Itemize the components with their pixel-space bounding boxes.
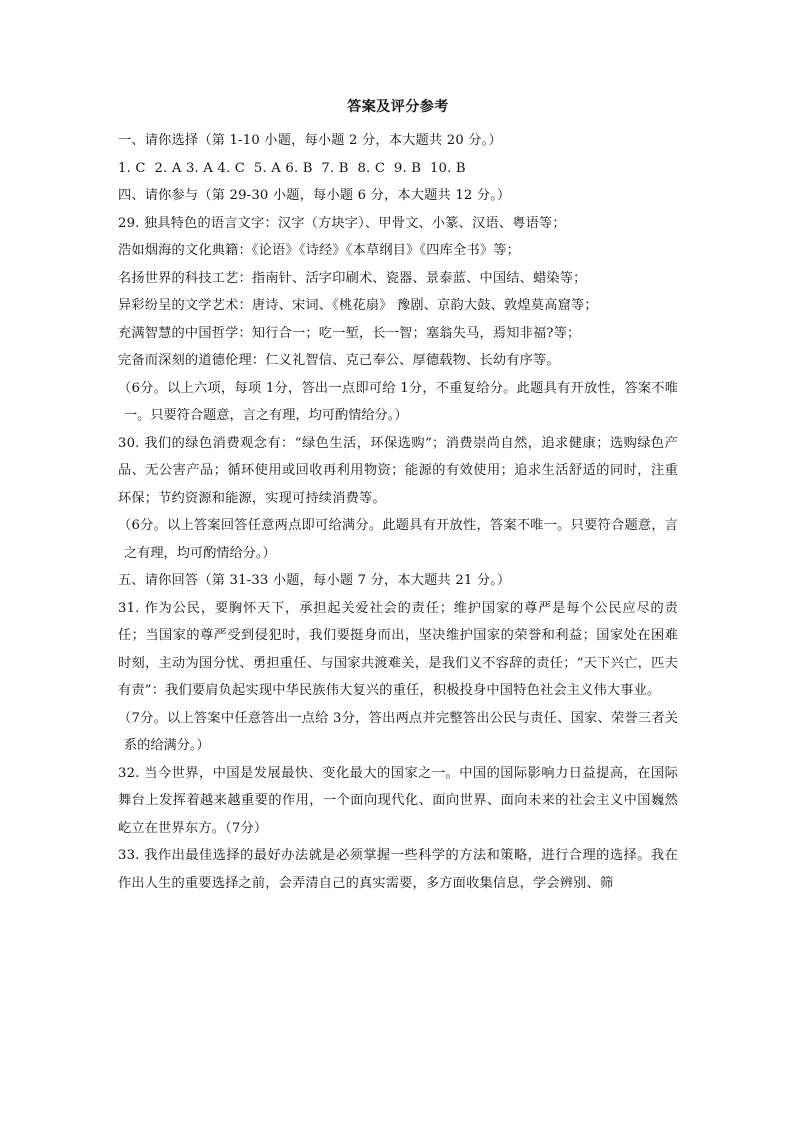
q29-item-philosophy: 充满智慧的中国哲学：知行合一；吃一堑，长一智；塞翁失马，焉知非福?等； (118, 325, 581, 341)
section-5-heading: 五、请你回答（第 31-33 小题，每小题 7 分，本大题共 21 分。） (118, 573, 511, 588)
section-4-heading: 四、请你参与（第 29-30 小题，每小题 6 分，本大题共 12 分。） (118, 188, 511, 203)
q33-answer: 33. 我作出最佳选择的最好办法就是必须掌握一些科学的方法和策略，进行合理的选择。我在作出人生的重要选择之前，会弄清自己的真实需要，多方面收集信息，学会辨别、筛 (118, 848, 678, 891)
q29-item-literature-art: 异彩纷呈的文学艺术：唐诗、宋词、《桃花扇》 豫剧、京韵大鼓、敦煌莫高窟等； (118, 298, 598, 313)
q31-answer: 31. 作为公民，要胸怀天下，承担起关爱社会的责任；维护国家的尊严是每个公民应尽的责任；当国家的尊严受到侵犯时，我们要挺身而出，坚决维护国家的荣誉和利益；国家处在困难时刻，主动为国分忧、勇担重任、与国家共渡难关，是我们义不容辞的责任；“天下兴亡，匹夫有责”：我们要肩负起实现中华民族伟大复兴的重任，积极投身中国特色社会主义伟大事业。 (118, 600, 678, 698)
section-1-heading: 一、请你选择（第 1-10 小题，每小题 2 分，本大题共 20 分。） (118, 133, 502, 148)
section-1-answers: 1. C 2. A 3. A 4. C 5. A 6. B 7. B 8. C 9. B 10. B (118, 160, 466, 176)
page-title: 答案及评分参考 (347, 99, 449, 115)
q29-item-language: 29. 独具特色的语言文字：汉字（方块字）、甲骨文、小篆、汉语、粤语等； (118, 215, 566, 231)
q32-answer: 32. 当今世界，中国是发展最快、变化最大的国家之一。中国的国际影响力日益提高，在国际舞台上发挥着越来越重要的作用，一个面向现代化、面向世界、面向未来的社会主义中国巍然屹立在世界东方。（7分） (118, 765, 678, 836)
q29-scoring-note: （6分。以上六项，每项 1分，答出一点即可给 1分，不重复给分。此题具有开放性，答案不唯一。只要符合题意，言之有理，均可酌情给分。） (118, 380, 678, 423)
q31-scoring-note: （7分。以上答案中任意答出一点给 3分，答出两点并完整答出公民与责任、国家、荣誉三者关系的给满分。） (118, 710, 678, 753)
q30-scoring-note: （6分。以上答案回答任意两点即可给满分。此题具有开放性，答案不唯一。只要符合题意，言之有理，均可酌情给分。） (118, 518, 678, 561)
q29-item-ethics: 完备而深刻的道德伦理：仁义礼智信、克己奉公、厚德载物、长幼有序等。 (118, 353, 560, 368)
q30-answer: 30. 我们的绿色消费观念有：“绿色生活，环保选购”；消费崇尚自然，追求健康；选购绿色产品、无公害产品；循环使用或回收再利用物资；能源的有效使用；追求生活舒适的同时，注重环保；节约资源和能源，实现可持续消费等。 (118, 435, 678, 506)
document-body (118, 97, 678, 897)
q29-item-technology: 名扬世界的科技工艺：指南针、活字印刷术、瓷器、景泰蓝、中国结、蜡染等； (118, 270, 587, 286)
q29-item-classics: 浩如烟海的文化典籍：《论语》《诗经》《本草纲目》《四库全书》等； (118, 243, 520, 258)
